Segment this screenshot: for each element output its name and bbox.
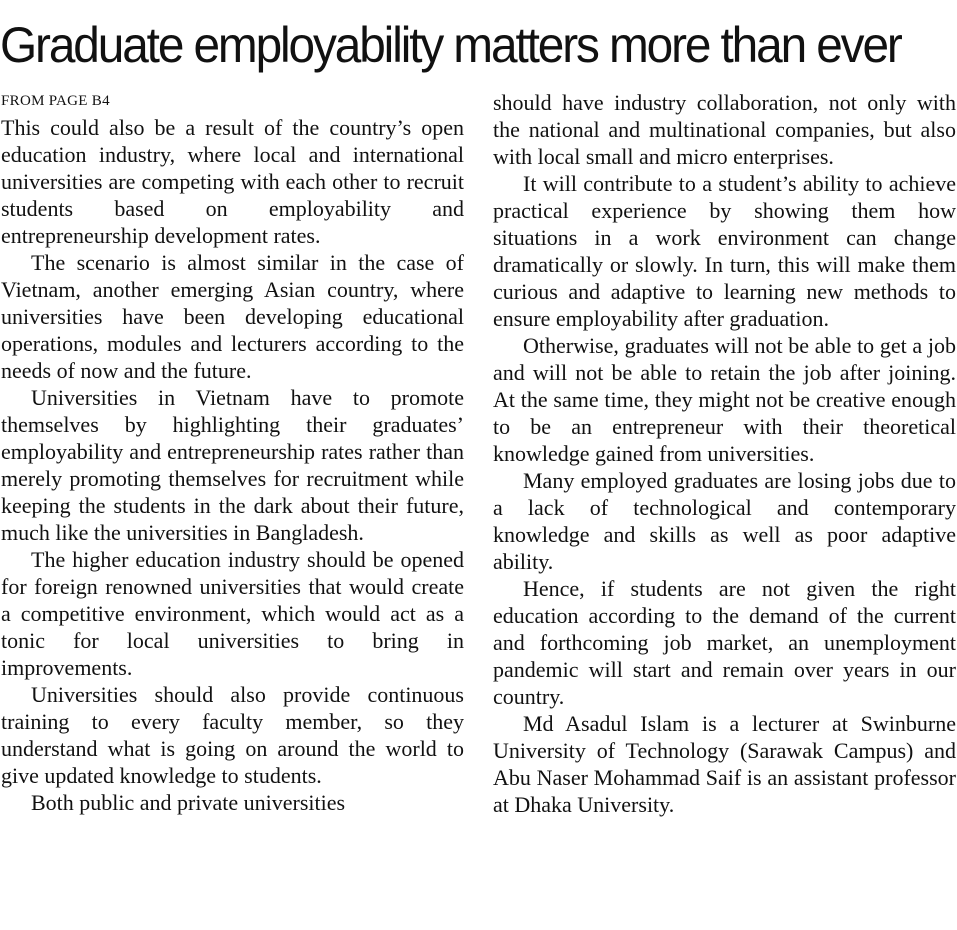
paragraph: The scenario is almost similar in the case of Vietnam, another emerging Asian country, where universities have been developing educational operations, modules and lecturers according to the needs of now and the future. (1, 250, 464, 383)
author-bio: Md Asadul Islam is a lecturer at Swinburne University of Technology (Sarawak Campus) and Abu Naser Mohammad Saif is an assistant professor at Dhaka University. (493, 711, 956, 817)
paragraph: Otherwise, graduates will not be able to get a job and will not be able to retain the job after joining. At the same time, they might not be creative enough to be an entrepreneur with their theoretical knowledge gained from universities. (493, 333, 956, 466)
paragraph: Universities should also provide continuous training to every faculty member, so they understand what is going on around the world to give updated knowledge to students. (1, 682, 464, 788)
paragraph: should have industry collaboration, not only with the national and multinational companies, but also with local small and micro enterprises. (493, 90, 956, 169)
paragraph: The higher education industry should be opened for foreign renowned universities that would create a competitive environment, which would act as a tonic for local universities to bring in improvements. (1, 547, 464, 680)
paragraph: Many employed graduates are losing jobs due to a lack of technological and contemporary knowledge and skills as well as poor adaptive ability. (493, 468, 956, 574)
paragraph: Hence, if students are not given the right education according to the demand of the current and forthcoming job market, an unemployment pandemic will start and remain over years in our country. (493, 576, 956, 709)
paragraph: Both public and private universities (31, 790, 346, 815)
paragraph: This could also be a result of the country’s open education industry, where local and international universities are competing with each other to recruit students based on employability and entrepreneurship development rates. (1, 115, 464, 248)
article-column-left (1, 88, 464, 816)
continued-from-label: FROM PAGE B4 (1, 93, 110, 109)
article-column-right (493, 89, 956, 818)
article-headline: Graduate employability matters more than ever (0, 17, 901, 73)
paragraph: It will contribute to a student’s ability to achieve practical experience by showing them how situations in a work environment can change dramatically or slowly. In turn, this will make them curious and adaptive to learning new methods to ensure employability after graduation. (493, 171, 956, 331)
paragraph: Universities in Vietnam have to promote themselves by highlighting their graduates’ employability and entrepreneurship rates rather than merely promoting themselves for recruitment while keeping the students in the dark about their future, much like the universities in Bangladesh. (1, 385, 464, 545)
